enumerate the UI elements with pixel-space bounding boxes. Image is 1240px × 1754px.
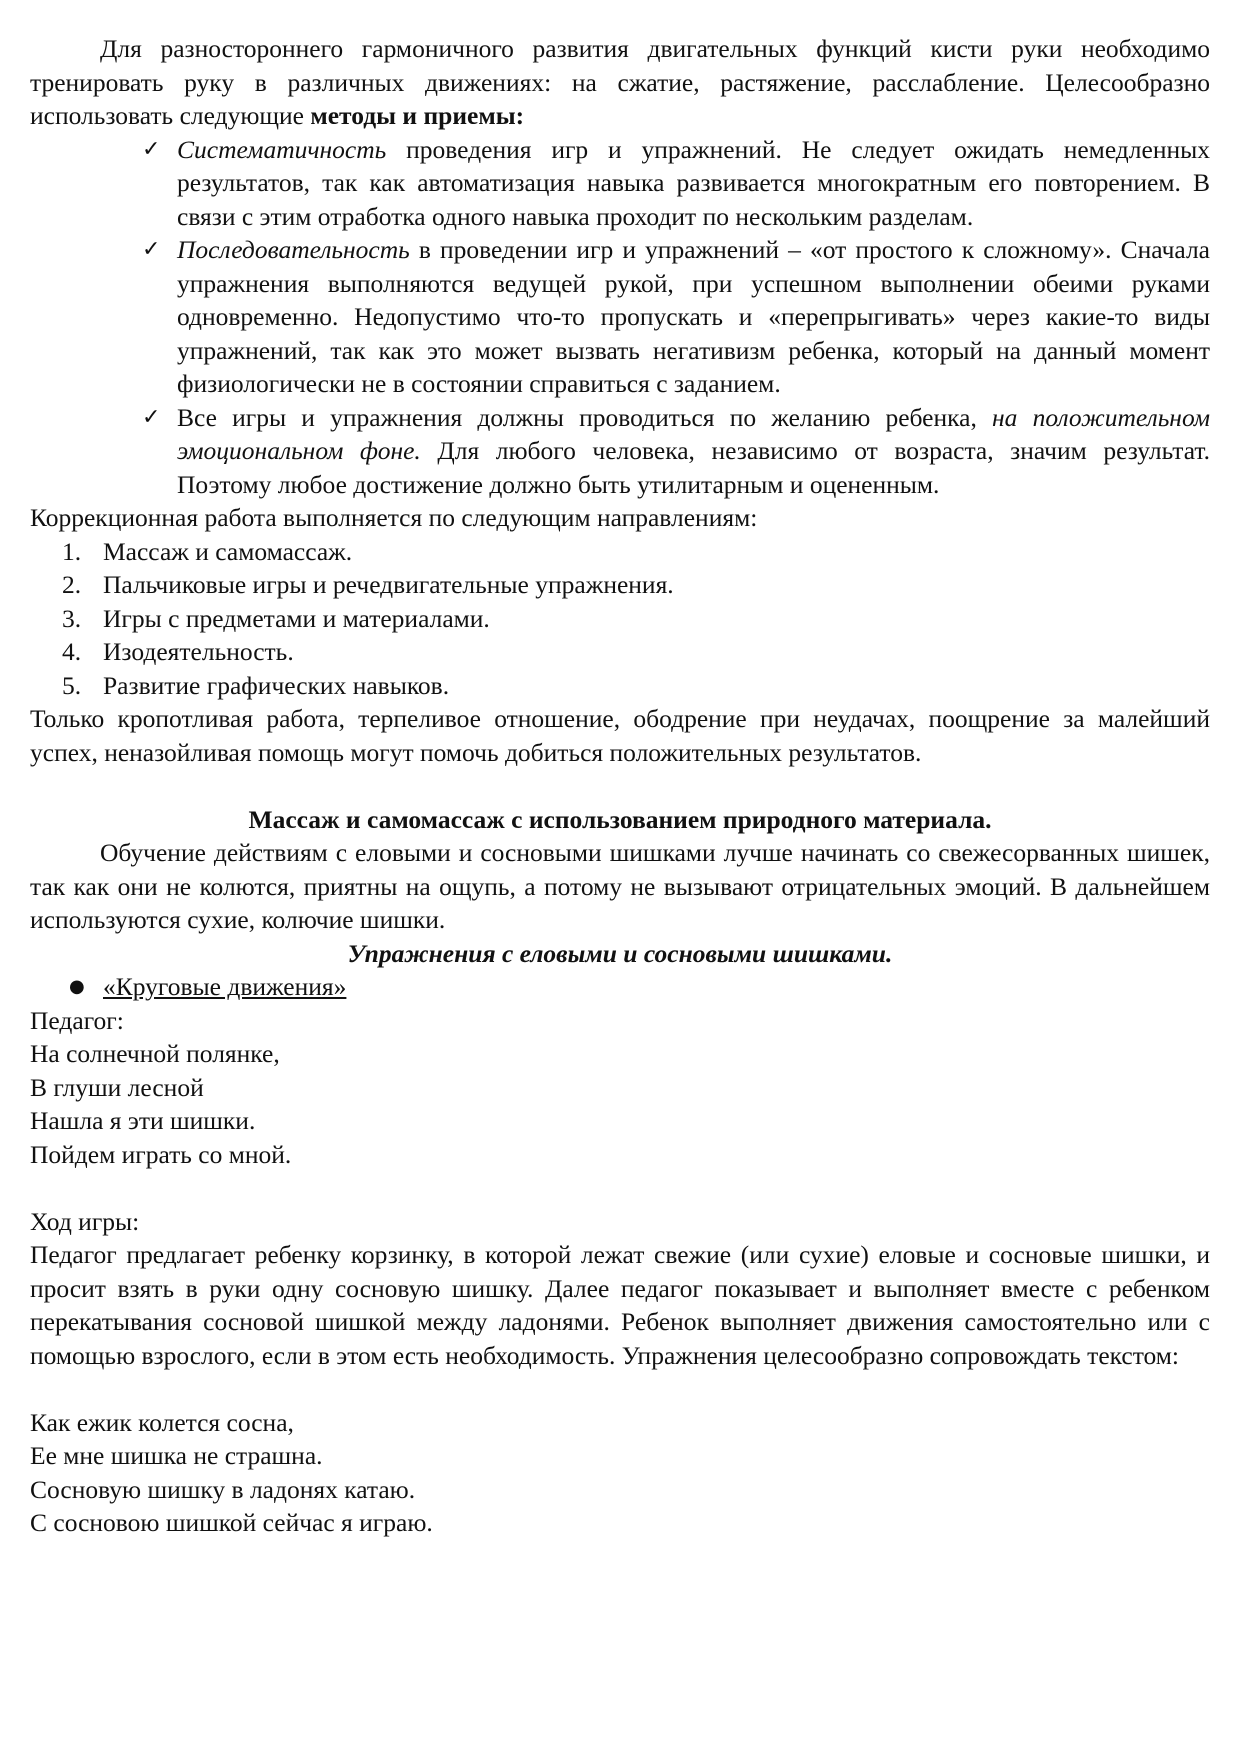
exercise-item [30,970,1210,1004]
poem-line: Сосновую шишку в ладонях катаю. [30,1474,416,1504]
teacher-label: Педагог: [30,1005,124,1035]
spacer [30,1372,1210,1406]
directions-intro: Коррекционная работа выполняется по следующим направлениям: [30,503,758,532]
principle-item [30,133,1210,234]
intro-paragraph [30,32,1210,133]
checkmark-icon: ✓ [142,404,161,430]
principles-list [30,133,1210,502]
list-number: 2. [62,570,82,599]
list-item-text: Игры с предметами и материалами. [103,603,490,633]
poem-line: На солнечной полянке, [30,1039,280,1068]
list-number: 5. [62,670,82,700]
game-paragraph: Педагог предлагает ребенку корзинку, в которой лежат свежие (или сухие) еловые и сосновые шишки, и просит взять в руки одну сосновую шишку. Далее педагог показывает и выполняет вместе с ребенком перекатывания сосновой шишкой между ладонями. Ребенок выполняет движения самостоятельно или с помощью взрослого, если в этом есть необходимость. Упражнения целесообразно сопровождать текстом: [30,1240,1210,1370]
list-item-text: Развитие графических навыков. [103,670,450,700]
list-item [30,535,1210,569]
principle-text: Для любого человека, независимо от возраста, значим результат. Поэтому любое достижение должно быть утилитарным и оцененным. [177,436,1210,499]
poem-line: Ее мне шишка не страшна. [30,1441,323,1470]
poem-line: Как ежик колется сосна, [30,1407,294,1437]
list-number: 3. [62,603,82,633]
bullet-icon: ● [69,976,85,997]
section-paragraph: Обучение действиям с еловыми и сосновыми шишками лучше начинать со свежесорванных шишек, так как они не колются, приятны на ощупь, а потому не вызывают отрицательных эмоций. В дальнейшем используются сухие, колючие шишки. [30,838,1210,934]
poem-one [30,1037,1210,1171]
exercises-title: Упражнения с еловыми и сосновыми шишками. [347,938,893,968]
list-item [30,568,1210,602]
checkmark-icon: ✓ [142,237,161,262]
poem-line: С сосновою шишкой сейчас я играю. [30,1508,433,1537]
poem-line: Нашла я эти шишки. [30,1106,256,1135]
principle-term: Последовательность [177,235,410,264]
poem-line: В глуши лесной [30,1072,204,1102]
list-item [30,635,1210,669]
intro-bold: методы и приемы: [310,101,525,130]
list-item [30,669,1210,703]
list-number: 1. [62,536,82,566]
spacer [30,769,1210,803]
list-item [30,602,1210,636]
principle-text: Все игры и упражнения должны проводиться по желанию ребенка, [177,402,993,432]
principle-text: в проведении игр и упражнений – «от простого к сложному». Сначала упражнения выполняются ведущей рукой, при успешном выполнении обеими руками одновременно. Недопустимо что-то пропускать и «перепрыгивать» через какие-то виды упражнений, так как это может вызвать негативизм ребенка, который на данный момент физиологически не в состоянии справиться с заданием. [177,235,1210,398]
poem-two [30,1406,1210,1540]
principle-item [30,401,1210,502]
directions-list [30,535,1210,703]
list-item-text: Массаж и самомассаж. [103,536,353,566]
checkmark-icon: ✓ [142,136,161,162]
poem-line: Пойдем играть со мной. [30,1139,292,1169]
principle-item [30,233,1210,401]
exercise-name: «Круговые движения» [103,972,347,1001]
game-label: Ход игры: [30,1206,140,1236]
principle-text: проведения игр и упражнений. Не следует ожидать немедленных результатов, так как автоматизация навыка развивается многократным его повторением. В связи с этим отработка одного навыка проходит по нескольким разделам. [177,134,1210,231]
intro-text: Для разностороннего гармоничного развития двигательных функций кисти руки необходимо тренировать руку в различных движениях: на сжатие, растяжение, расслабление. Целесообразно использовать следующие [30,34,1210,130]
principle-term: на положительном эмоциональном фоне. [177,402,1210,465]
spacer [30,1171,1210,1205]
list-item-text: Изодеятельность. [103,637,294,666]
section-title: Массаж и самомассаж с использованием природного материала. [248,804,992,834]
list-number: 4. [62,637,82,666]
principle-term: Систематичность [177,134,387,164]
conclusion-paragraph: Только кропотливая работа, терпеливое отношение, ободрение при неудачах, поощрение за малейший успех, неназойливая помощь могут помочь добиться положительных результатов. [30,704,1210,767]
list-item-text: Пальчиковые игры и речедвигательные упражнения. [103,570,674,599]
